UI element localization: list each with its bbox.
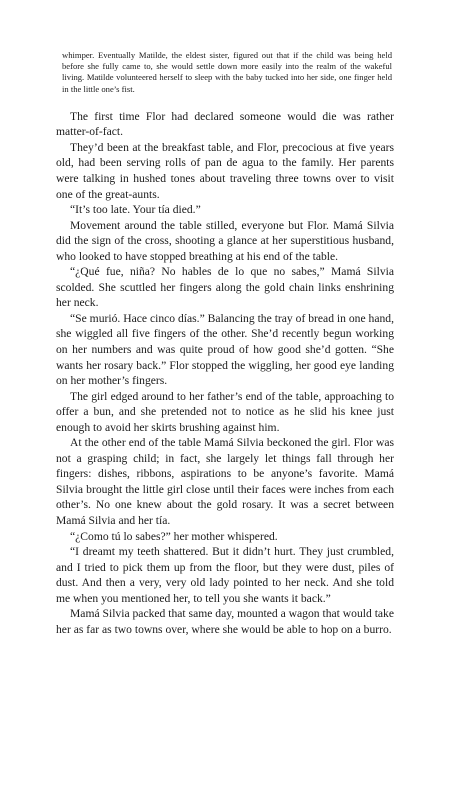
book-page	[56, 50, 394, 637]
block-quote-excerpt: whimper. Eventually Matilde, the eldest sister, figured out that if the child was being held before she fully came to, she would settle down more easily into the realm of the wakeful living. Matilde volunteered herself to sleep with the baby tucked into her side, one finger held in the little one’s fist.	[62, 50, 392, 94]
paragraph: The girl edged around to her father’s end of the table, approaching to offer a bun, and she pretended not to notice as he slid his knee just enough to avoid her skirts brushing against him.	[56, 389, 394, 434]
paragraph: At the other end of the table Mamá Silvia beckoned the girl. Flor was not a grasping child; in fact, she largely let things fall through her fingers: dishes, ribbons, aspirations to be anyone’s favorite. Mamá Silvia brought the little girl close until their faces were inches from each other’s. No one knew about the gold rosary. It was a secret between Mamá Silvia and her tía.	[56, 436, 394, 528]
paragraph: “It’s too late. Your tía died.”	[70, 203, 201, 217]
paragraph: “Se murió. Hace cinco días.” Balancing the tray of bread in one hand, she wiggled all five fingers of the other. She’d recently begun working on her numbers and was quite proud of how good she’d gotten. “She wants her rosary back.” Flor stopped the wiggling, her good eye landing on her mother’s fingers.	[56, 311, 394, 388]
paragraph: They’d been at the breakfast table, and Flor, precocious at five years old, had been serving rolls of pan de agua to the family. Her parents were talking in hushed tones about traveling three towns over to visit one of the great-aunts.	[56, 140, 394, 201]
paragraph: “I dreamt my teeth shattered. But it didn’t hurt. They just crumbled, and I tried to pick them up from the floor, but they were dust, piles of dust. And then a very, very old lady pointed to her neck. And she told me when you mentioned her, to tell you she wants it back.”	[56, 545, 394, 605]
paragraph: The first time Flor had declared someone would die was rather matter-of-fact.	[56, 109, 394, 139]
paragraph: Movement around the table stilled, everyone but Flor. Mamá Silvia did the sign of the cross, shooting a glance at her superstitious husband, who looked to have stopped breathing at his end of the table.	[56, 218, 394, 263]
paragraph: “¿Como tú lo sabes?” her mother whispered.	[70, 529, 278, 543]
paragraph: “¿Qué fue, niña? No hables de lo que no sabes,” Mamá Silvia scolded. She scuttled her fingers along the gold chain links enshrining her neck.	[56, 265, 394, 310]
paragraph: Mamá Silvia packed that same day, mounted a wagon that would take her as far as two towns over, where she would be able to hop on a burro.	[56, 607, 394, 636]
body-text	[56, 109, 394, 638]
